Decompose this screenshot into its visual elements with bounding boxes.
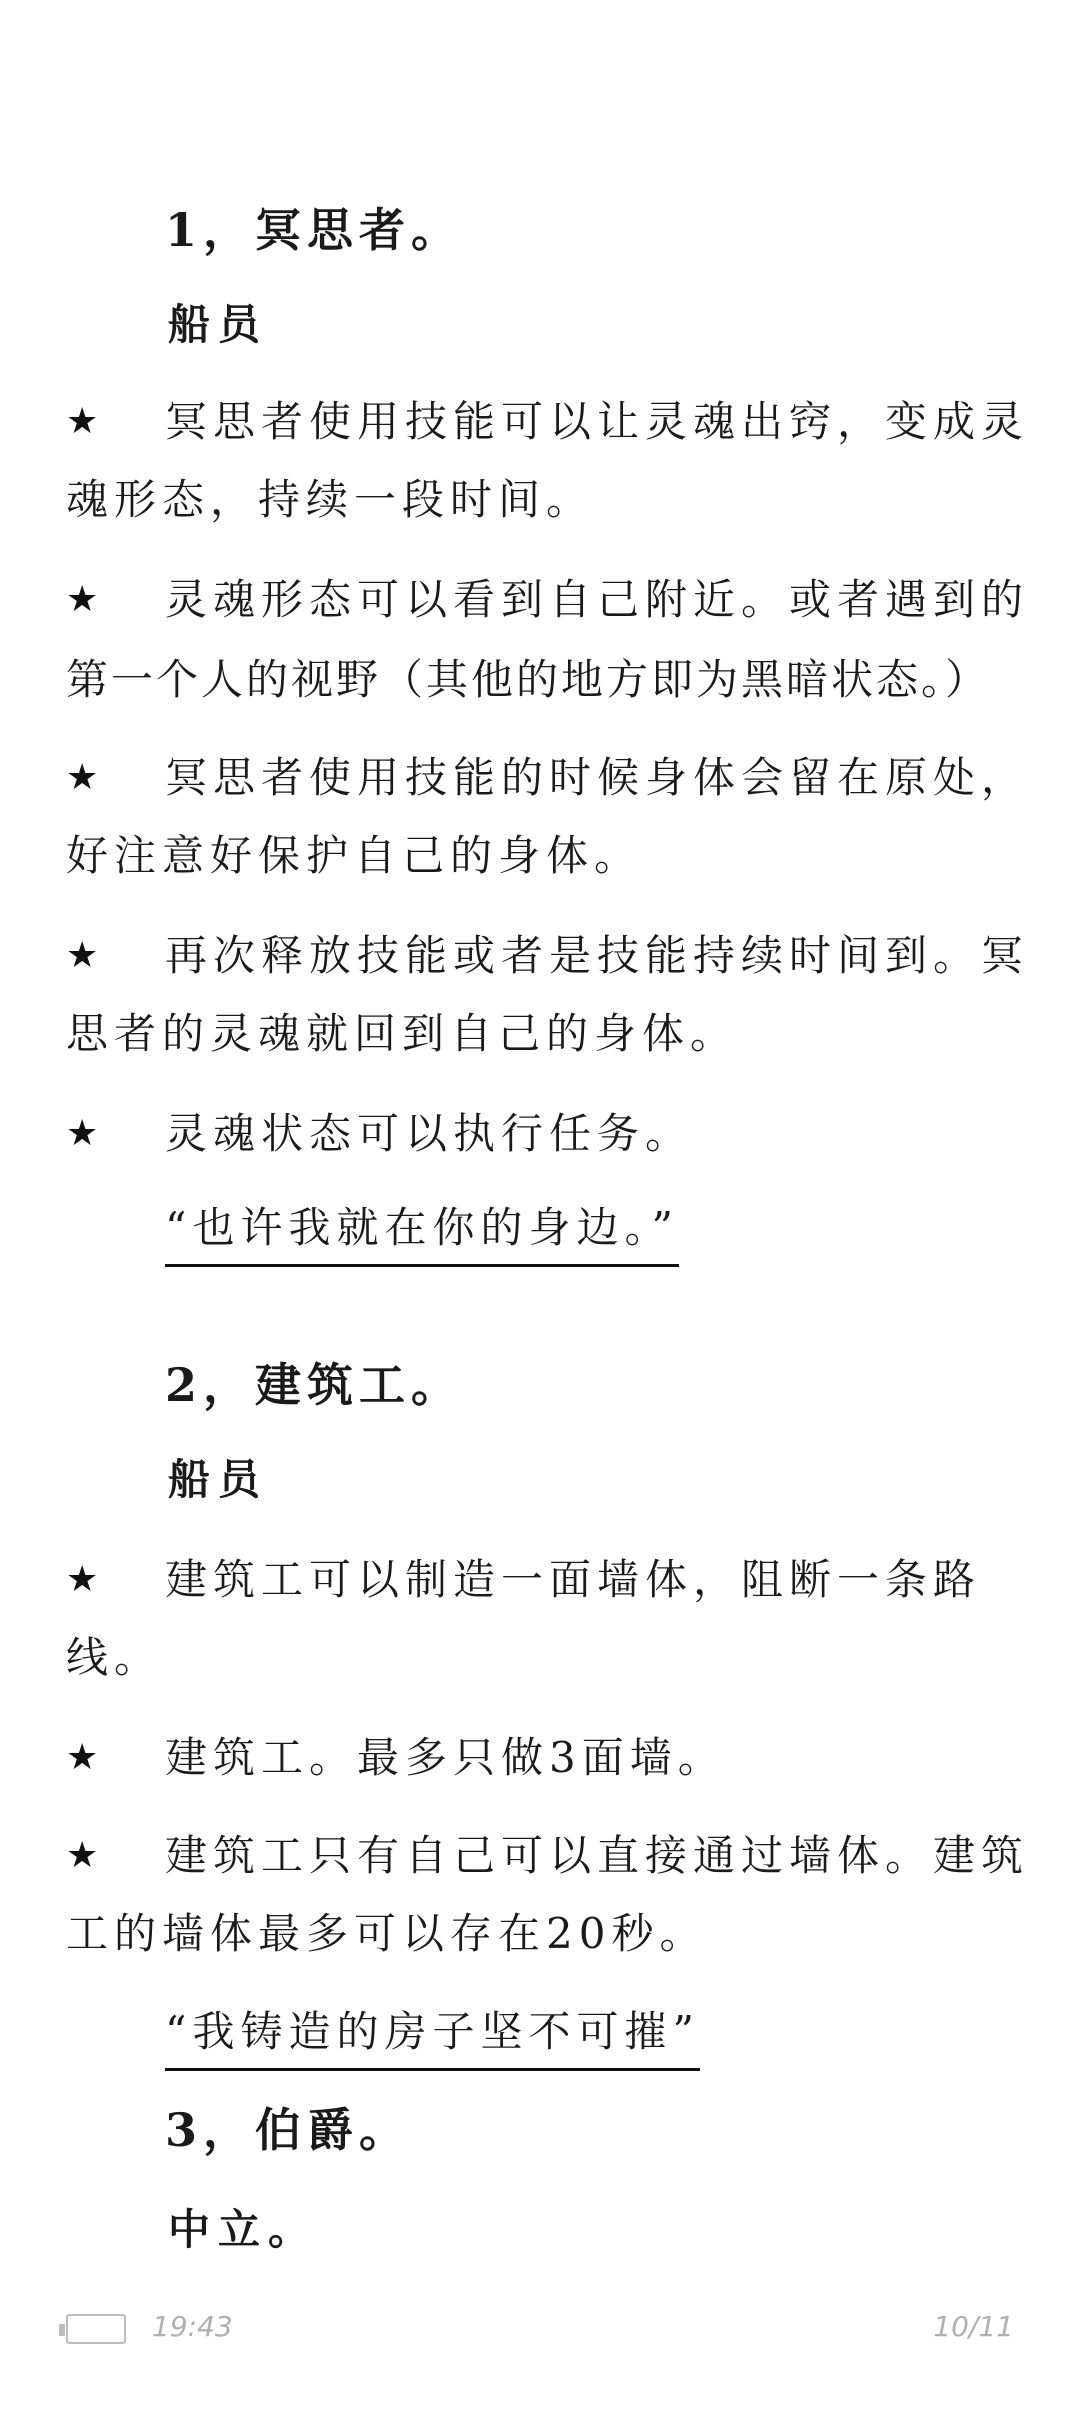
clock-time: 19:43 xyxy=(152,2310,233,2343)
paragraph-line: 建筑工可以制造一面墙体，阻断一条路 xyxy=(165,1555,982,1604)
bullet-star-icon: ★ xyxy=(66,1737,99,1778)
section-heading: 3，伯爵。 xyxy=(165,2103,412,2157)
bullet-star-icon: ★ xyxy=(66,401,99,442)
paragraph-line: 冥思者使用技能的时候身体会留在原处， xyxy=(165,753,1030,802)
bullet-star-icon: ★ xyxy=(66,1559,99,1600)
paragraph-line: 工的墙体最多可以存在20秒。 xyxy=(66,1909,708,1958)
paragraph-line: 建筑工。最多只做3面墙。 xyxy=(165,1733,726,1782)
paragraph-line: 好注意好保护自己的身体。 xyxy=(66,831,643,880)
paragraph-line: 再次释放技能或者是技能持续时间到。冥 xyxy=(165,931,1030,980)
bullet-star-icon: ★ xyxy=(66,935,99,976)
section-heading: 2，建筑工。 xyxy=(165,1358,464,1412)
paragraph-line: 冥思者使用技能可以让灵魂出窍，变成灵 xyxy=(165,397,1030,446)
paragraph-line: 建筑工只有自己可以直接通过墙体。建筑 xyxy=(165,1831,1030,1880)
section-quote: “我铸造的房子坚不可摧” xyxy=(165,2002,700,2071)
bullet-star-icon: ★ xyxy=(66,757,99,798)
section-heading: 1，冥思者。 xyxy=(165,203,464,257)
paragraph-line: 线。 xyxy=(66,1633,163,1682)
page-indicator: 10/11 xyxy=(933,2310,1014,2343)
section-quote: “也许我就在你的身边。” xyxy=(165,1198,679,1267)
paragraph-line: 灵魂状态可以执行任务。 xyxy=(165,1109,694,1158)
bullet-star-icon: ★ xyxy=(66,1113,99,1154)
section-role: 船员 xyxy=(168,300,269,349)
bullet-star-icon: ★ xyxy=(66,579,99,620)
battery-icon xyxy=(66,2314,126,2344)
paragraph-line: 第一个人的视野（其他的地方即为黑暗状态。） xyxy=(66,655,991,704)
paragraph-line: 思者的灵魂就回到自己的身体。 xyxy=(66,1009,739,1058)
bullet-star-icon: ★ xyxy=(66,1835,99,1876)
paragraph-line: 灵魂形态可以看到自己附近。或者遇到的 xyxy=(165,575,1030,624)
section-role: 船员 xyxy=(168,1455,269,1504)
section-role: 中立。 xyxy=(168,2205,319,2254)
paragraph-line: 魂形态，持续一段时间。 xyxy=(66,475,595,524)
